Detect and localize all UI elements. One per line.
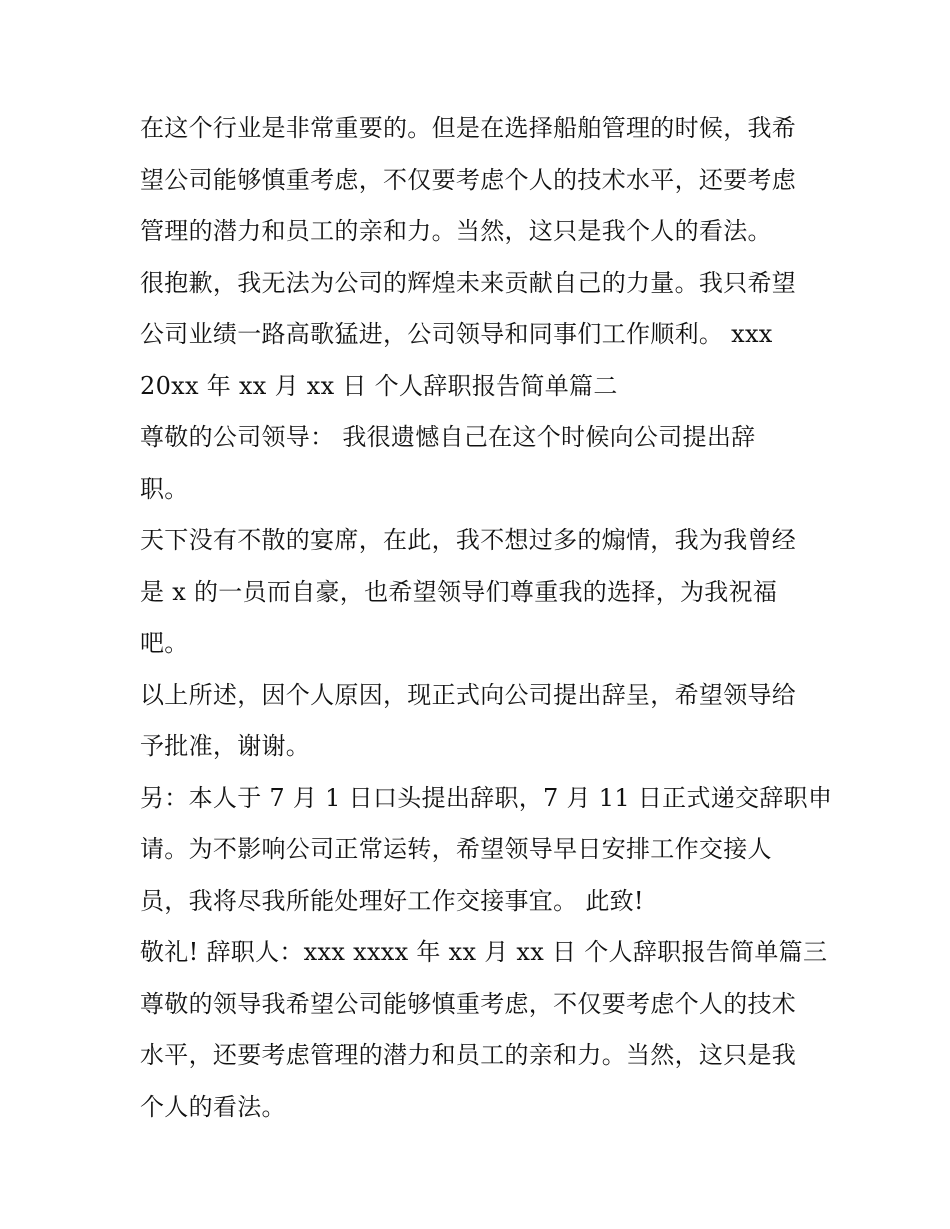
text-line: 天下没有不散的宴席，在此，我不想过多的煽情，我为我曾经 [140,526,797,554]
text-line: 尊敬的公司领导： 我很遗憾自己在这个时候向公司提出辞 [140,423,756,451]
document-body [140,103,833,1133]
text-line: 在这个行业是非常重要的。但是在选择船舶管理的时候，我希 [140,114,797,142]
text-line: 敬礼! 辞职人：xxx xxxx 年 xx 月 xx 日 个人辞职报告简单篇三 [140,938,828,966]
text-line: 另：本人于 7 月 1 日口头提出辞职，7 月 11 日正式递交辞职申 [140,783,833,812]
text-line: 尊敬的领导我希望公司能够慎重考虑，不仅要考虑个人的技术 [140,989,797,1018]
text-line: 很抱歉，我无法为公司的辉煌未来贡献自己的力量。我只希望 [140,268,797,297]
text-line: 20xx 年 xx 月 xx 日 个人辞职报告简单篇二 [140,371,618,400]
text-line: 管理的潜力和员工的亲和力。当然，这只是我个人的看法。 [140,217,772,245]
text-line: 请。为不影响公司正常运转，希望领导早日安排工作交接人 [140,835,772,863]
text-line: 公司业绩一路高歌猛进，公司领导和同事们工作顺利。 xxx [140,320,773,348]
text-line: 望公司能够慎重考虑，不仅要考虑个人的技术水平，还要考虑 [140,165,797,194]
text-line: 吧。 [140,629,189,657]
text-line: 以上所述，因个人原因，现正式向公司提出辞呈，希望领导给 [140,680,797,709]
text-line: 职。 [140,474,189,503]
text-line: 予批准，谢谢。 [140,732,311,760]
text-line: 是 x 的一员而自豪，也希望领导们尊重我的选择，为我祝福 [140,577,778,606]
text-line: 水平，还要考虑管理的潜力和员工的亲和力。当然，这只是我 [140,1041,797,1069]
text-line: 个人的看法。 [140,1092,286,1121]
text-line: 员，我将尽我所能处理好工作交接事宜。 此致! [140,886,644,915]
